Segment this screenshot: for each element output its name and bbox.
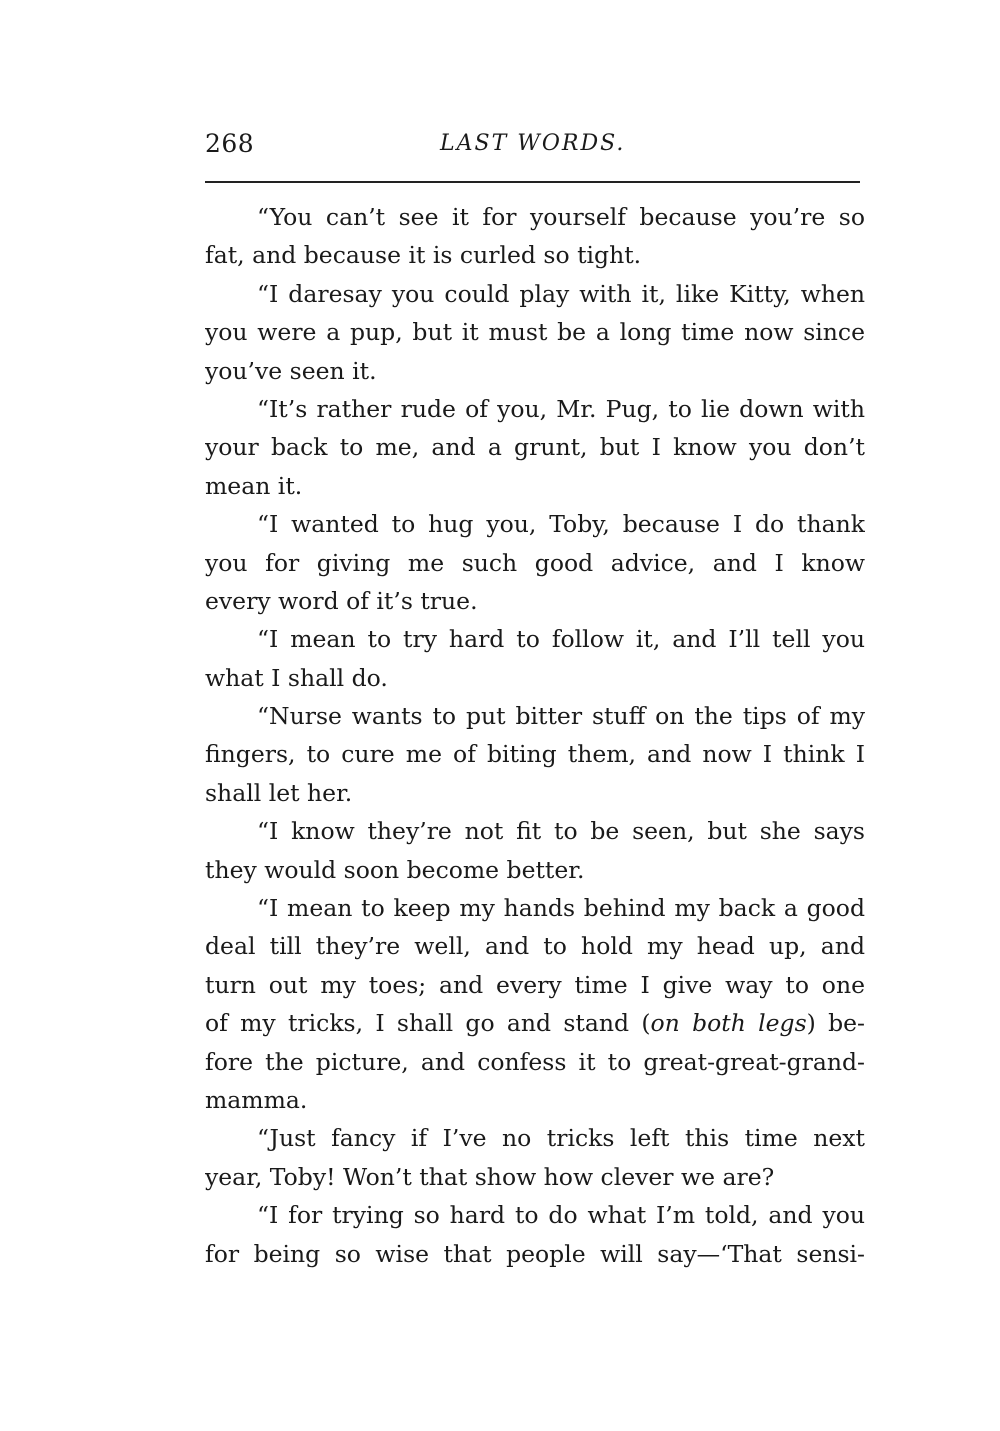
text-line: “Nurse wants to put bitter stuff on the tips of my [257, 702, 865, 731]
text-line: fingers, to cure me of biting them, and now I think I [205, 740, 865, 769]
text-line: “Just fancy if I’ve no tricks left this time next [257, 1124, 865, 1153]
text-line: you for giving me such good advice, and I know [205, 548, 865, 577]
text-line: fat, and because it is curled so tight. [205, 241, 642, 270]
text-line: “I mean to keep my hands behind my back a good [257, 894, 865, 923]
text-line: turn out my toes; and every time I give way to one [205, 970, 865, 999]
text-line: “You can’t see it for yourself because you’re so [257, 203, 865, 231]
text-line: deal till they’re well, and to hold my head up, and [205, 932, 865, 961]
page-header [205, 124, 860, 164]
text-line: “I mean to try hard to follow it, and I’ll tell you [257, 625, 865, 654]
body-text [205, 198, 865, 1273]
text-line: mamma. [205, 1085, 308, 1114]
text-line: what I shall do. [205, 663, 388, 692]
text-line: you’ve seen it. [205, 356, 377, 385]
text-line: of my tricks, I shall go and stand (on both legs) be- [205, 1009, 865, 1038]
text-line: for being so wise that people will say—‘That sensi- [205, 1239, 865, 1268]
text-line: “I for trying so hard to do what I’m told, and you [257, 1201, 865, 1230]
text-line: mean it. [205, 471, 303, 500]
running-head: LAST WORDS. [440, 131, 626, 156]
header-rule [205, 181, 860, 183]
page-number: 268 [205, 129, 255, 158]
text-line: shall let her. [205, 778, 353, 807]
text-line: your back to me, and a grunt, but I know you don’t [205, 433, 865, 462]
text-line: “It’s rather rude of you, Mr. Pug, to lie down with [257, 394, 865, 423]
italic-phrase: on both legs [650, 1009, 807, 1038]
text-line: fore the picture, and confess it to great-great-grand- [205, 1047, 865, 1076]
text-line: “I wanted to hug you, Toby, because I do thank [257, 510, 865, 539]
text-line: every word of it’s true. [205, 586, 478, 615]
text-line: they would soon become better. [205, 855, 585, 884]
text-line: you were a pup, but it must be a long time now since [205, 318, 865, 347]
text-line: “I know they’re not fit to be seen, but she says [257, 817, 865, 846]
text-line: year, Toby! Won’t that show how clever we are? [205, 1162, 775, 1191]
text-line: “I daresay you could play with it, like Kitty, when [257, 279, 865, 308]
